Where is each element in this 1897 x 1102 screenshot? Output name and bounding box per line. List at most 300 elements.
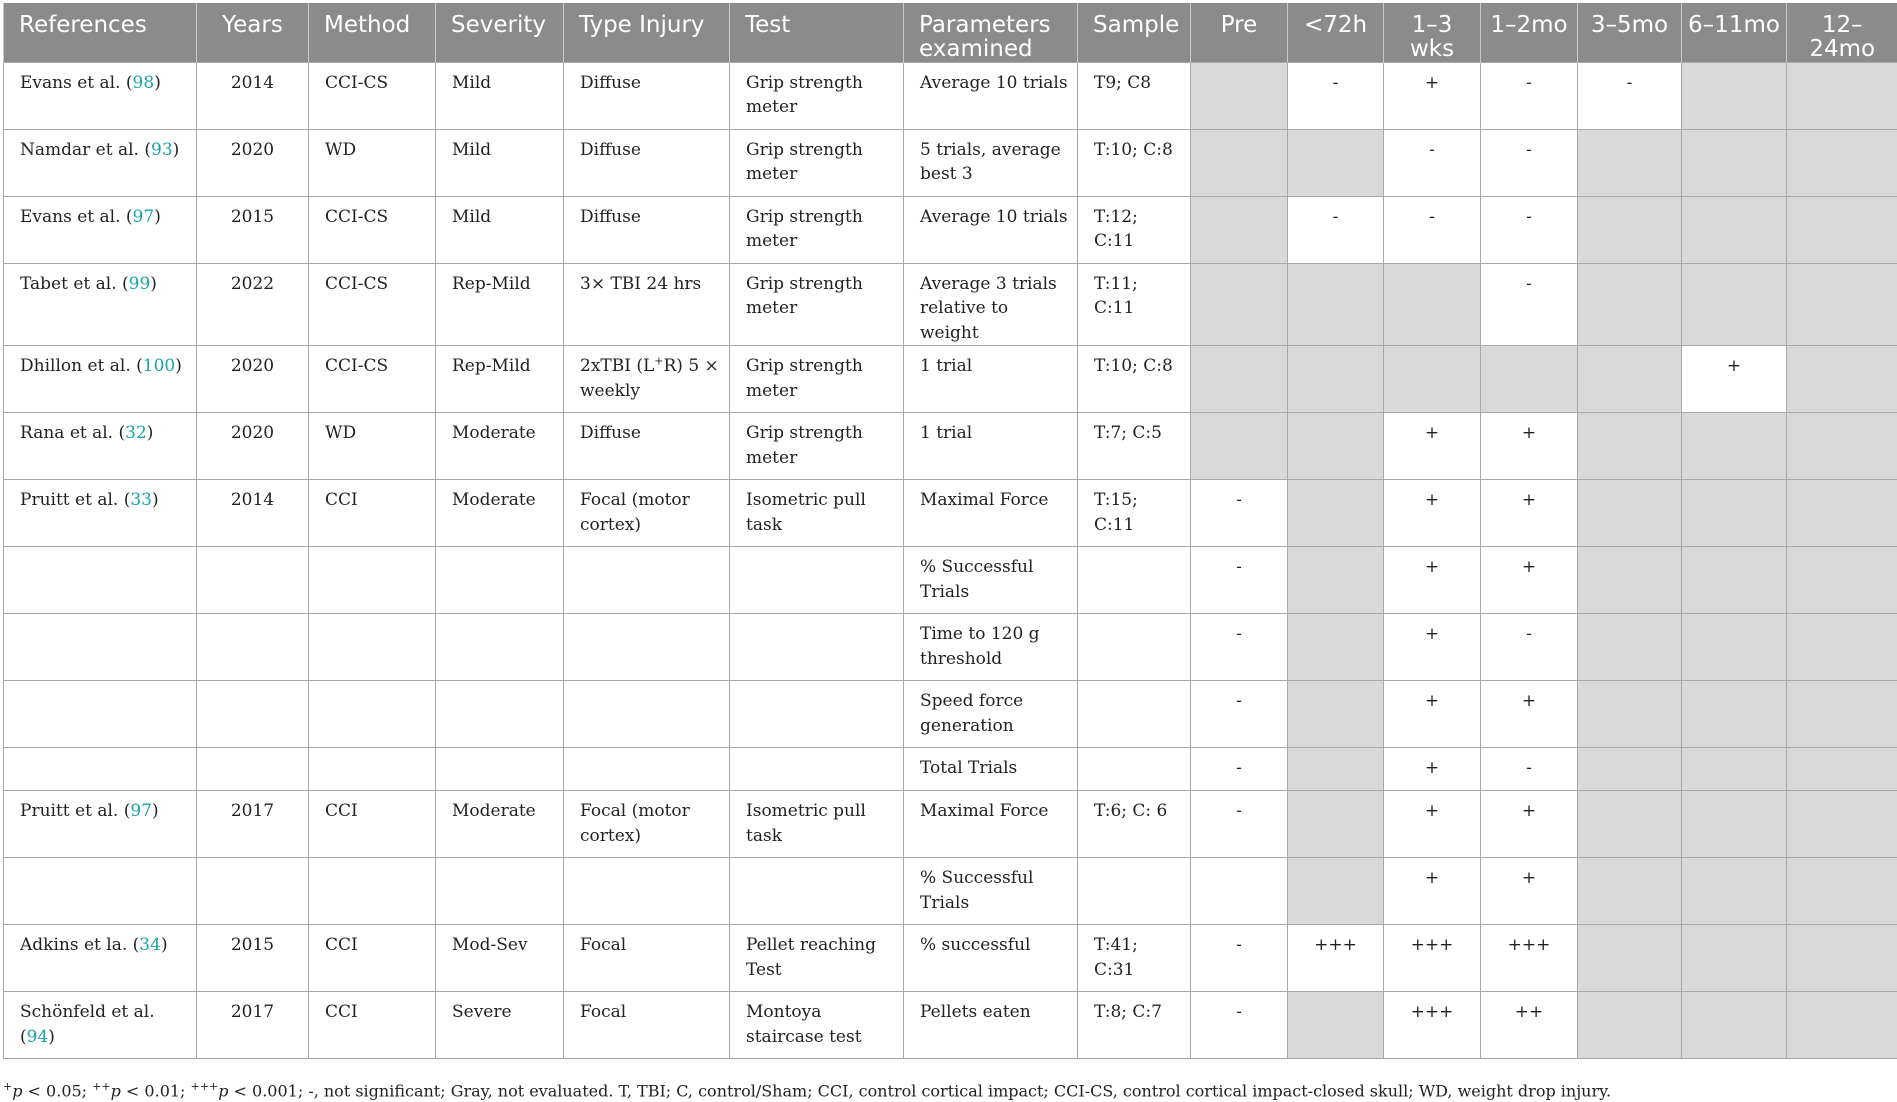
footnote-p-2: p	[110, 1081, 121, 1101]
year-cell: 2020	[197, 129, 309, 196]
results-table	[3, 3, 1897, 1059]
parameters-cell: Maximal Force	[904, 480, 1078, 547]
injury-type-cell: Focal (motor cortex)	[564, 480, 730, 547]
injury-type-cell: Diffuse	[564, 62, 730, 129]
test-cell: Grip strength meter	[730, 196, 904, 263]
severity-cell	[436, 614, 564, 681]
3-5mo-cell	[1578, 992, 1682, 1059]
reference-cell	[4, 346, 197, 413]
column-header: Pre	[1191, 3, 1288, 62]
reference-close: )	[175, 356, 182, 376]
parameters-cell: 1 trial	[904, 346, 1078, 413]
parameters-cell: Average 10 trials	[904, 196, 1078, 263]
column-header: 1–2mo	[1481, 3, 1578, 62]
3-5mo-cell	[1578, 263, 1682, 346]
1-2mo-cell: -	[1481, 748, 1578, 791]
table-row	[4, 263, 1897, 346]
1-3wks-cell: +	[1384, 681, 1481, 748]
12-24mo-cell	[1787, 992, 1897, 1059]
reference-cell	[4, 681, 197, 748]
1-3wks-cell: +++	[1384, 992, 1481, 1059]
injury-type-cell	[564, 858, 730, 925]
6-11mo-cell	[1682, 992, 1787, 1059]
1-3wks-cell: +	[1384, 858, 1481, 925]
3-5mo-cell	[1578, 925, 1682, 992]
pre-cell: -	[1191, 480, 1288, 547]
1-3wks-cell: +	[1384, 480, 1481, 547]
table-row	[4, 614, 1897, 681]
sample-cell: T:15; C:11	[1078, 480, 1191, 547]
parameters-cell: 1 trial	[904, 413, 1078, 480]
6-11mo-cell	[1682, 196, 1787, 263]
pre-cell: -	[1191, 791, 1288, 858]
6-11mo-cell	[1682, 858, 1787, 925]
lt72h-cell	[1288, 480, 1384, 547]
lt72h-cell	[1288, 346, 1384, 413]
injury-type-cell	[564, 547, 730, 614]
lt72h-cell	[1288, 129, 1384, 196]
reference-author: Pruitt et al. (	[20, 801, 131, 821]
table-row	[4, 413, 1897, 480]
1-2mo-cell: -	[1481, 62, 1578, 129]
lt72h-cell	[1288, 748, 1384, 791]
pre-cell: -	[1191, 748, 1288, 791]
reference-cell	[4, 791, 197, 858]
injury-type-cell	[564, 748, 730, 791]
reference-link[interactable]: 94	[26, 1026, 49, 1047]
test-cell	[730, 547, 904, 614]
reference-cell	[4, 413, 197, 480]
method-cell: CCI	[309, 791, 436, 858]
injury-type-cell: Focal	[564, 925, 730, 992]
reference-link[interactable]: 100	[142, 356, 176, 376]
footnote-text-3: < 0.001; -, not significant; Gray, not evaluated. T, TBI; C, control/Sham; CCI, control cortical impact; CCI-CS, control cortical impact-closed skull; WD, weight drop injury.	[228, 1081, 1612, 1101]
reference-cell	[4, 547, 197, 614]
6-11mo-cell	[1682, 925, 1787, 992]
year-cell: 2014	[197, 62, 309, 129]
12-24mo-cell	[1787, 196, 1897, 263]
reference-cell	[4, 480, 197, 547]
pre-cell	[1191, 62, 1288, 129]
test-cell: Grip strength meter	[730, 413, 904, 480]
footnote-text-1: < 0.05;	[22, 1081, 93, 1101]
6-11mo-cell	[1682, 263, 1787, 346]
method-cell: CCI	[309, 480, 436, 547]
method-cell: CCI-CS	[309, 196, 436, 263]
footnote-p-3: p	[218, 1081, 229, 1101]
pre-cell	[1191, 129, 1288, 196]
1-3wks-cell: +	[1384, 413, 1481, 480]
pre-cell	[1191, 858, 1288, 925]
pre-cell	[1191, 346, 1288, 413]
sample-cell	[1078, 748, 1191, 791]
3-5mo-cell	[1578, 614, 1682, 681]
pre-cell	[1191, 263, 1288, 346]
sample-cell	[1078, 858, 1191, 925]
1-2mo-cell: ++	[1481, 992, 1578, 1059]
parameters-cell: % Successful Trials	[904, 858, 1078, 925]
method-cell	[309, 547, 436, 614]
reference-author: Tabet et al. (	[20, 273, 129, 294]
pre-cell: -	[1191, 925, 1288, 992]
table-row	[4, 62, 1897, 129]
method-cell: WD	[309, 129, 436, 196]
reference-cell	[4, 992, 197, 1059]
12-24mo-cell	[1787, 681, 1897, 748]
3-5mo-cell	[1578, 791, 1682, 858]
footnote-sup-2: ++	[92, 1080, 111, 1093]
lt72h-cell	[1288, 681, 1384, 748]
6-11mo-cell	[1682, 413, 1787, 480]
method-cell: WD	[309, 413, 436, 480]
1-2mo-cell: -	[1481, 263, 1578, 346]
parameters-cell: Maximal Force	[904, 791, 1078, 858]
table-row	[4, 480, 1897, 547]
reference-cell	[4, 858, 197, 925]
reference-link[interactable]: 98	[132, 72, 155, 93]
column-header: 3–5mo	[1578, 3, 1682, 62]
reference-author: Schönfeld et al. (	[20, 1002, 155, 1047]
reference-link[interactable]: 32	[125, 423, 147, 443]
pre-cell	[1191, 196, 1288, 263]
column-header: Sample	[1078, 3, 1191, 62]
year-cell: 2014	[197, 480, 309, 547]
lt72h-cell	[1288, 614, 1384, 681]
injury-type-cell: Diffuse	[564, 196, 730, 263]
6-11mo-cell	[1682, 547, 1787, 614]
test-cell	[730, 858, 904, 925]
3-5mo-cell	[1578, 748, 1682, 791]
sample-cell	[1078, 614, 1191, 681]
severity-cell: Moderate	[436, 413, 564, 480]
1-2mo-cell: -	[1481, 196, 1578, 263]
column-header: <72h	[1288, 3, 1384, 62]
year-cell	[197, 614, 309, 681]
method-cell	[309, 858, 436, 925]
reference-cell	[4, 748, 197, 791]
year-cell: 2017	[197, 992, 309, 1059]
sample-cell: T:7; C:5	[1078, 413, 1191, 480]
1-2mo-cell: +++	[1481, 925, 1578, 992]
1-3wks-cell: -	[1384, 129, 1481, 196]
severity-cell: Mild	[436, 62, 564, 129]
1-3wks-cell	[1384, 263, 1481, 346]
lt72h-cell	[1288, 413, 1384, 480]
lt72h-cell	[1288, 791, 1384, 858]
12-24mo-cell	[1787, 62, 1897, 129]
1-3wks-cell: +	[1384, 547, 1481, 614]
reference-author: Rana et al. (	[20, 423, 126, 443]
1-2mo-cell: +	[1481, 681, 1578, 748]
column-header: References	[4, 3, 197, 62]
injury-type-cell	[564, 681, 730, 748]
1-2mo-cell: -	[1481, 614, 1578, 681]
severity-cell	[436, 858, 564, 925]
reference-author: Pruitt et al. (	[20, 490, 131, 510]
column-header: Type Injury	[564, 3, 730, 62]
table-row	[4, 681, 1897, 748]
severity-cell: Severe	[436, 992, 564, 1059]
12-24mo-cell	[1787, 346, 1897, 413]
1-2mo-cell: +	[1481, 858, 1578, 925]
12-24mo-cell	[1787, 925, 1897, 992]
year-cell: 2017	[197, 791, 309, 858]
reference-cell	[4, 62, 197, 129]
reference-author: Namdar et al. (	[20, 139, 151, 160]
6-11mo-cell	[1682, 791, 1787, 858]
table-row	[4, 129, 1897, 196]
reference-cell	[4, 196, 197, 263]
sample-cell: T:8; C:7	[1078, 992, 1191, 1059]
injury-type-cell	[564, 614, 730, 681]
reference-link[interactable]: 33	[130, 490, 152, 510]
pre-cell: -	[1191, 547, 1288, 614]
parameters-cell: Total Trials	[904, 748, 1078, 791]
table-row	[4, 992, 1897, 1059]
header-row	[4, 3, 1897, 62]
parameters-cell: % successful	[904, 925, 1078, 992]
sample-cell	[1078, 547, 1191, 614]
test-cell: Grip strength meter	[730, 129, 904, 196]
test-cell: Grip strength meter	[730, 62, 904, 129]
3-5mo-cell	[1578, 196, 1682, 263]
6-11mo-cell	[1682, 681, 1787, 748]
table-row	[4, 858, 1897, 925]
12-24mo-cell	[1787, 748, 1897, 791]
year-cell	[197, 547, 309, 614]
injury-type-cell: 3× TBI 24 hrs	[564, 263, 730, 346]
footnote-p-1: p	[12, 1081, 23, 1101]
reference-close: )	[172, 139, 180, 160]
3-5mo-cell	[1578, 858, 1682, 925]
year-cell	[197, 748, 309, 791]
injury-type-cell	[564, 346, 730, 413]
1-2mo-cell	[1481, 346, 1578, 413]
lt72h-cell	[1288, 992, 1384, 1059]
6-11mo-cell	[1682, 614, 1787, 681]
1-3wks-cell	[1384, 346, 1481, 413]
severity-cell	[436, 748, 564, 791]
1-2mo-cell: +	[1481, 480, 1578, 547]
column-header: Years	[197, 3, 309, 62]
reference-close: )	[160, 935, 168, 955]
parameters-cell: Average 10 trials	[904, 62, 1078, 129]
column-header: Test	[730, 3, 904, 62]
sample-cell: T:10; C:8	[1078, 129, 1191, 196]
12-24mo-cell	[1787, 791, 1897, 858]
injury-text: R) 5 × weekly	[580, 356, 719, 401]
parameters-cell: % Successful Trials	[904, 547, 1078, 614]
6-11mo-cell	[1682, 748, 1787, 791]
severity-cell: Rep-Mild	[436, 346, 564, 413]
column-header: 12–24mo	[1787, 3, 1897, 62]
parameters-cell: Speed force generation	[904, 681, 1078, 748]
lt72h-cell: -	[1288, 196, 1384, 263]
injury-text: 2xTBI (L	[580, 356, 655, 376]
reference-cell	[4, 129, 197, 196]
test-cell	[730, 748, 904, 791]
reference-cell	[4, 614, 197, 681]
1-3wks-cell: +	[1384, 62, 1481, 129]
3-5mo-cell	[1578, 129, 1682, 196]
injury-plus: +	[654, 354, 664, 368]
1-2mo-cell: +	[1481, 791, 1578, 858]
method-cell: CCI	[309, 925, 436, 992]
footnote-sup-1: +	[3, 1080, 13, 1093]
parameters-cell: Average 3 trials relative to weight	[904, 263, 1078, 346]
sample-cell	[1078, 681, 1191, 748]
3-5mo-cell	[1578, 346, 1682, 413]
3-5mo-cell	[1578, 547, 1682, 614]
1-2mo-cell: +	[1481, 413, 1578, 480]
3-5mo-cell	[1578, 480, 1682, 547]
6-11mo-cell	[1682, 62, 1787, 129]
reference-author: Evans et al. (	[20, 206, 133, 227]
column-header: Parameters examined	[904, 3, 1078, 62]
sample-cell: T:6; C: 6	[1078, 791, 1191, 858]
pre-cell: -	[1191, 681, 1288, 748]
test-cell: Grip strength meter	[730, 263, 904, 346]
reference-cell	[4, 925, 197, 992]
reference-link[interactable]: 99	[128, 273, 151, 294]
test-cell: Pellet reaching Test	[730, 925, 904, 992]
12-24mo-cell	[1787, 547, 1897, 614]
test-cell: Montoya staircase test	[730, 992, 904, 1059]
footnote-sup-3: +++	[190, 1080, 219, 1093]
1-3wks-cell: +	[1384, 614, 1481, 681]
12-24mo-cell	[1787, 614, 1897, 681]
method-cell: CCI-CS	[309, 346, 436, 413]
reference-cell	[4, 263, 197, 346]
severity-cell	[436, 681, 564, 748]
reference-close: )	[48, 1026, 55, 1047]
parameters-cell: Pellets eaten	[904, 992, 1078, 1059]
3-5mo-cell	[1578, 413, 1682, 480]
12-24mo-cell	[1787, 129, 1897, 196]
parameters-cell: Time to 120 g threshold	[904, 614, 1078, 681]
3-5mo-cell: -	[1578, 62, 1682, 129]
injury-type-cell: Focal (motor cortex)	[564, 791, 730, 858]
reference-link[interactable]: 97	[130, 801, 152, 821]
lt72h-cell: -	[1288, 62, 1384, 129]
1-3wks-cell: +	[1384, 748, 1481, 791]
year-cell: 2015	[197, 196, 309, 263]
6-11mo-cell	[1682, 129, 1787, 196]
lt72h-cell: +++	[1288, 925, 1384, 992]
column-header: 1–3 wks	[1384, 3, 1481, 62]
pre-cell: -	[1191, 992, 1288, 1059]
12-24mo-cell	[1787, 480, 1897, 547]
test-cell: Isometric pull task	[730, 480, 904, 547]
1-2mo-cell: -	[1481, 129, 1578, 196]
table-row	[4, 196, 1897, 263]
severity-cell: Rep-Mild	[436, 263, 564, 346]
reference-close: )	[154, 72, 161, 93]
test-cell	[730, 614, 904, 681]
pre-cell	[1191, 413, 1288, 480]
reference-close: )	[150, 273, 157, 294]
injury-type-cell: Focal	[564, 992, 730, 1059]
3-5mo-cell	[1578, 681, 1682, 748]
12-24mo-cell	[1787, 263, 1897, 346]
reference-link[interactable]: 34	[139, 935, 161, 955]
severity-cell: Mod-Sev	[436, 925, 564, 992]
reference-author: Dhillon et al. (	[20, 356, 143, 376]
6-11mo-cell	[1682, 480, 1787, 547]
1-3wks-cell: +	[1384, 791, 1481, 858]
footnote-text-2: < 0.01;	[120, 1081, 191, 1101]
reference-close: )	[151, 801, 159, 821]
year-cell: 2015	[197, 925, 309, 992]
table-row	[4, 547, 1897, 614]
method-cell: CCI-CS	[309, 263, 436, 346]
table-row	[4, 925, 1897, 992]
severity-cell	[436, 547, 564, 614]
12-24mo-cell	[1787, 858, 1897, 925]
sample-cell: T9; C8	[1078, 62, 1191, 129]
lt72h-cell	[1288, 547, 1384, 614]
column-header: Severity	[436, 3, 564, 62]
method-cell	[309, 748, 436, 791]
method-cell: CCI	[309, 992, 436, 1059]
reference-link[interactable]: 97	[132, 206, 155, 227]
column-header: 6–11mo	[1682, 3, 1787, 62]
test-cell: Isometric pull task	[730, 791, 904, 858]
sample-cell: T:41; C:31	[1078, 925, 1191, 992]
year-cell: 2020	[197, 413, 309, 480]
12-24mo-cell	[1787, 413, 1897, 480]
pre-cell: -	[1191, 614, 1288, 681]
severity-cell: Mild	[436, 129, 564, 196]
reference-author: Evans et al. (	[20, 72, 133, 93]
table-row	[4, 346, 1897, 413]
6-11mo-cell: +	[1682, 346, 1787, 413]
year-cell: 2020	[197, 346, 309, 413]
severity-cell: Moderate	[436, 480, 564, 547]
reference-author: Adkins et la. (	[20, 935, 140, 955]
table-row	[4, 791, 1897, 858]
reference-close: )	[151, 490, 159, 510]
injury-type-cell: Diffuse	[564, 129, 730, 196]
reference-close: )	[146, 423, 154, 443]
test-cell: Grip strength meter	[730, 346, 904, 413]
year-cell: 2022	[197, 263, 309, 346]
parameters-cell: 5 trials, average best 3	[904, 129, 1078, 196]
lt72h-cell	[1288, 858, 1384, 925]
injury-type-cell: Diffuse	[564, 413, 730, 480]
severity-cell: Moderate	[436, 791, 564, 858]
reference-close: )	[154, 206, 161, 227]
sample-cell: T:12; C:11	[1078, 196, 1191, 263]
1-3wks-cell: +++	[1384, 925, 1481, 992]
method-cell	[309, 614, 436, 681]
severity-cell: Mild	[436, 196, 564, 263]
method-cell: CCI-CS	[309, 62, 436, 129]
sample-cell: T:10; C:8	[1078, 346, 1191, 413]
1-3wks-cell: -	[1384, 196, 1481, 263]
reference-link[interactable]: 93	[151, 139, 173, 160]
test-cell	[730, 681, 904, 748]
method-cell	[309, 681, 436, 748]
column-header: Method	[309, 3, 436, 62]
sample-cell: T:11; C:11	[1078, 263, 1191, 346]
table-row	[4, 748, 1897, 791]
year-cell	[197, 858, 309, 925]
table-footnote	[3, 1080, 1611, 1100]
year-cell	[197, 681, 309, 748]
1-2mo-cell: +	[1481, 547, 1578, 614]
lt72h-cell	[1288, 263, 1384, 346]
